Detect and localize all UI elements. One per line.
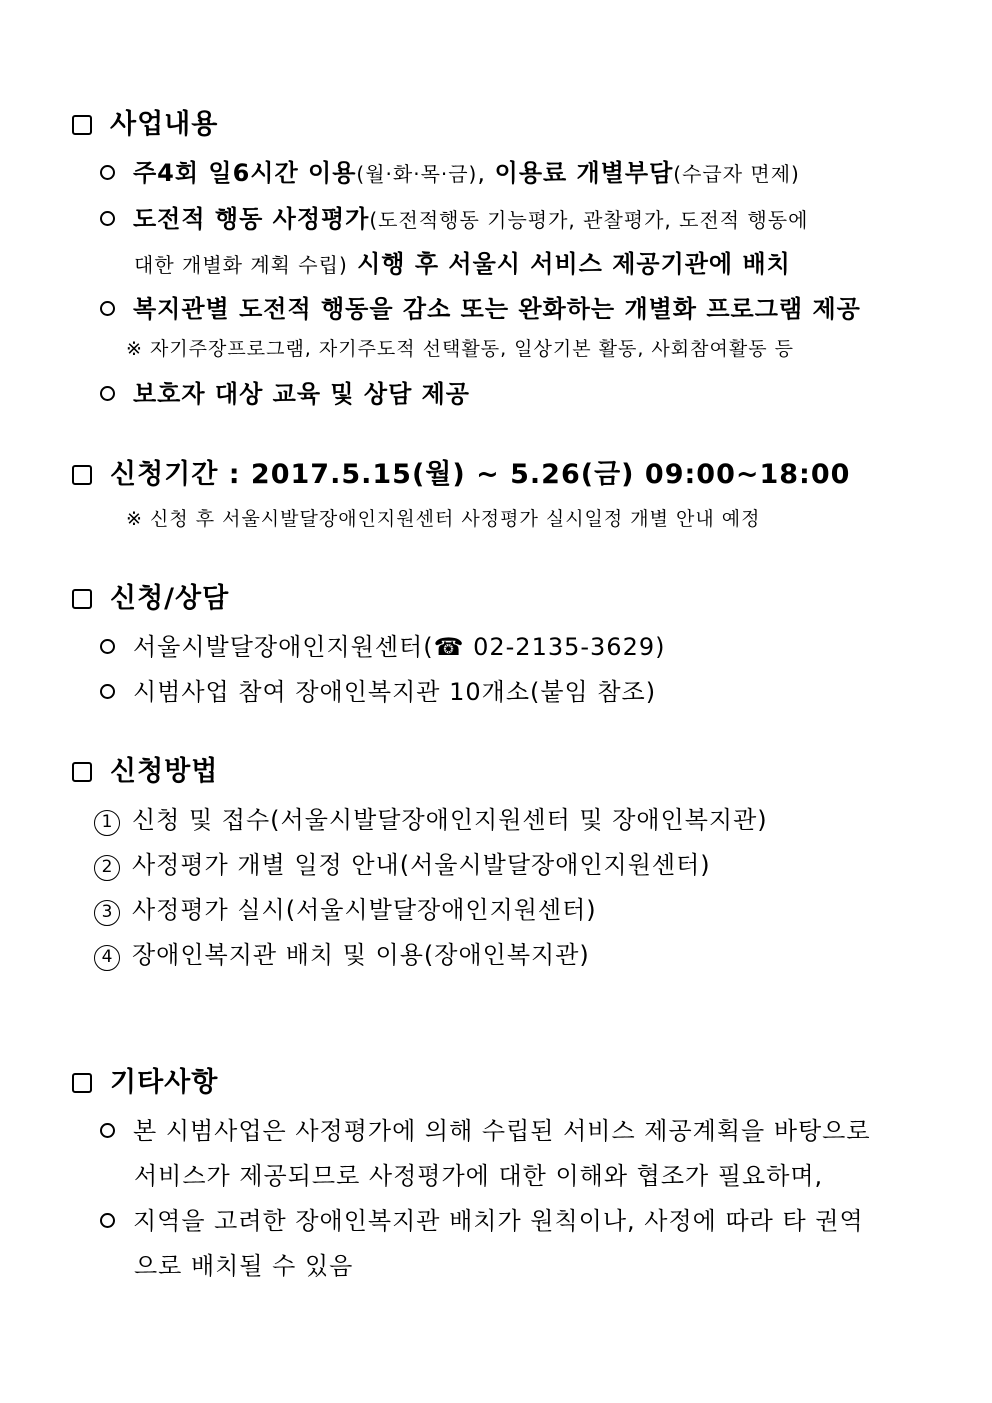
method-step: 3 사정평가 실시(서울시발달장애인지원센터) [100,890,597,926]
bullet-circle-icon [100,211,115,226]
method-step: 4 장애인복지관 배치 및 이용(장애인복지관) [100,935,590,971]
business-item-assessment-cont: 대한 개별화 계획 수립) 시행 후 서울시 서비스 제공기관에 배치 [134,250,791,278]
bullet-circle-icon [100,386,115,401]
contact-item-welfare: 시범사업 참여 장애인복지관 10개소(붙임 참조) [100,672,656,707]
section-title-period: 신청기간 : 2017.5.15(월) ~ 5.26(금) 09:00~18:00 [72,452,850,491]
business-item-program: 복지관별 도전적 행동을 감소 또는 완화하는 개별화 프로그램 제공 [100,289,861,324]
checkbox-square-icon [72,115,92,135]
circled-number-icon: 1 [94,810,120,836]
business-program-note: ※ 자기주장프로그램, 자기주도적 선택활동, 일상기본 활동, 사회참여활동 등 [126,338,794,360]
checkbox-square-icon [72,465,92,485]
etc-item-cooperation-cont: 서비스가 제공되므로 사정평가에 대한 이해와 협조가 필요하며, [134,1162,824,1190]
section-title-etc: 기타사항 [72,1060,218,1099]
bullet-circle-icon [100,684,115,699]
checkbox-square-icon [72,589,92,609]
bullet-circle-icon [100,1123,115,1138]
checkbox-square-icon [72,1073,92,1093]
etc-item-cooperation: 본 시범사업은 사정평가에 의해 수립된 서비스 제공계획을 바탕으로 [100,1111,871,1146]
business-item-guardian: 보호자 대상 교육 및 상담 제공 [100,374,470,409]
circled-number-icon: 2 [94,855,120,881]
bullet-circle-icon [100,165,115,180]
section-title-method: 신청방법 [72,749,218,788]
section-title-business: 사업내용 [72,102,218,141]
business-item-schedule: 주4회 일6시간 이용(월·화·목·금), 이용료 개별부담(수급자 면제) [100,153,800,188]
method-step: 1 신청 및 접수(서울시발달장애인지원센터 및 장애인복지관) [100,800,768,836]
bullet-circle-icon [100,1213,115,1228]
contact-item-center: 서울시발달장애인지원센터(☎ 02-2135-3629) [100,627,665,662]
section-title-contact: 신청/상담 [72,576,229,615]
circled-number-icon: 4 [94,945,120,971]
business-item-assessment: 도전적 행동 사정평가(도전적행동 기능평가, 관찰평가, 도전적 행동에 [100,199,808,234]
method-step: 2 사정평가 개별 일정 안내(서울시발달장애인지원센터) [100,845,711,881]
period-note: ※ 신청 후 서울시발달장애인지원센터 사정평가 실시일정 개별 안내 예정 [126,508,761,530]
etc-item-region-cont: 으로 배치될 수 있음 [134,1252,354,1280]
bullet-circle-icon [100,639,115,654]
bullet-circle-icon [100,301,115,316]
circled-number-icon: 3 [94,900,120,926]
checkbox-square-icon [72,762,92,782]
etc-item-region: 지역을 고려한 장애인복지관 배치가 원칙이나, 사정에 따라 타 권역 [100,1201,864,1236]
